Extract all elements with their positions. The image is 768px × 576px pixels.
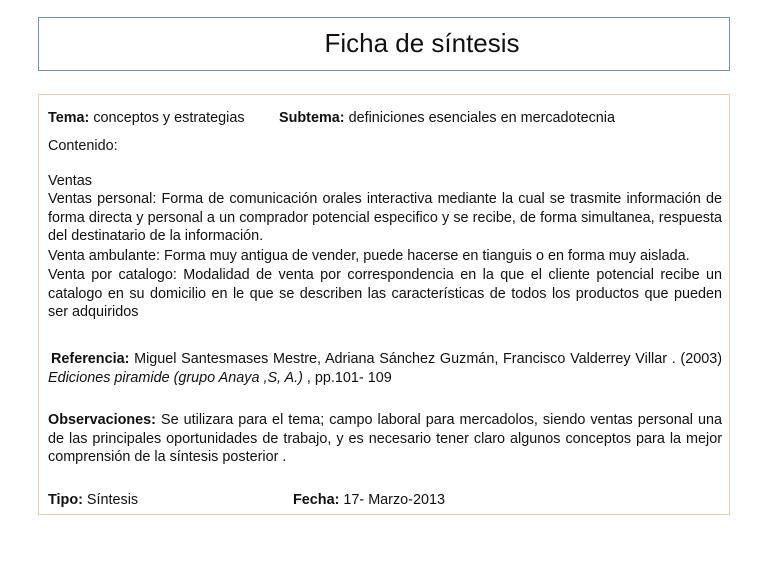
referencia-paragraph <box>48 350 722 387</box>
fecha-row <box>293 491 445 509</box>
subtema-value: definiciones esenciales en mercadotecnia <box>348 110 615 126</box>
referencia-publisher: Ediciones piramide (grupo Anaya ,S, A.) <box>48 369 303 386</box>
ventas-personal-paragraph: Ventas personal: Forma de comunicación orales interactiva mediante la cual se trasmite información de forma directa y personal a un comprador potencial especifico y se recibe, de forma simultanea, respuesta del destinatario de la información. <box>48 191 722 245</box>
subtema-label: Subtema: <box>279 110 345 126</box>
page-title: Ficha de síntesis <box>324 28 520 58</box>
referencia-label: Referencia: <box>51 351 130 367</box>
title-box <box>38 17 730 71</box>
fecha-label: Fecha: <box>293 492 340 508</box>
observaciones-label: Observaciones: <box>48 412 156 428</box>
contenido-label: Contenido: <box>48 138 118 154</box>
tema-row <box>48 109 245 127</box>
observaciones-paragraph <box>48 411 722 467</box>
tema-value: conceptos y estrategias <box>93 110 245 126</box>
content-box <box>38 94 730 515</box>
venta-ambulante-paragraph: Venta ambulante: Forma muy antigua de vender, puede hacerse en tianguis o en forma muy aislada. <box>48 248 690 264</box>
observaciones-text: Se utilizara para el tema; campo laboral para mercadolos, siendo ventas personal una de las principales oportunidades de trabajo, y es necesario tener claro algunos conceptos para la mejor comprensión de la síntesis posterior . <box>48 412 723 466</box>
referencia-authors: Miguel Santesmases Mestre, Adriana Sánchez Guzmán, Francisco Valderrey Villar . (2003) <box>134 351 723 367</box>
venta-catalogo-paragraph: Venta por catalogo: Modalidad de venta por correspondencia en la que el cliente potencial recibe un catalogo en su domicilio en le que se describen las características de todos los productos que pueden ser adquiridos <box>48 267 722 321</box>
referencia-pages: , pp.101- 109 <box>306 369 392 386</box>
ventas-heading: Ventas <box>48 173 93 189</box>
tipo-label: Tipo: <box>48 492 83 508</box>
tipo-row <box>48 491 138 509</box>
tipo-value: Síntesis <box>86 492 139 508</box>
tema-label: Tema: <box>48 110 90 126</box>
fecha-value: 17- Marzo-2013 <box>343 492 445 508</box>
subtema-row <box>279 109 615 127</box>
